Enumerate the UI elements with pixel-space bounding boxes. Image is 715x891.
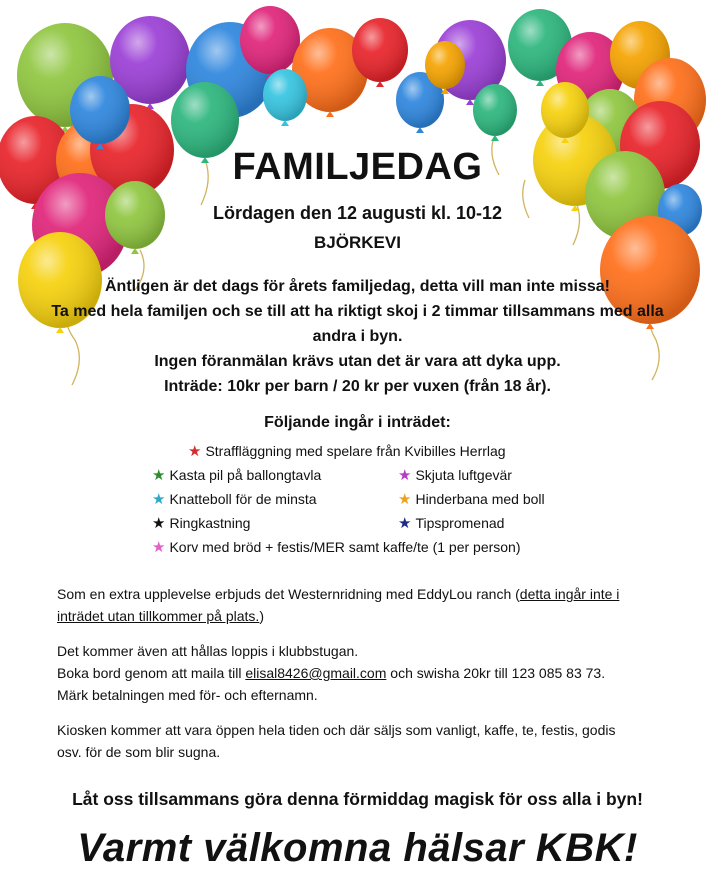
star-icon: ★	[188, 443, 202, 460]
balloon-knot	[466, 99, 474, 105]
star-icon: ★	[398, 467, 412, 484]
balloon-shine	[240, 6, 300, 74]
intro-line: Äntligen är det dags för årets familjedag, detta vill man inte missa!	[104, 278, 610, 295]
star-icon: ★	[398, 515, 412, 532]
balloon-knot	[326, 111, 334, 117]
western-paragraph: Som en extra upplevelse erbjuds det Westernridning med EddyLou ranch (detta ingår inte i inträdet utan tillkommer på plats.)	[57, 586, 620, 624]
balloon-knot	[491, 135, 499, 141]
included-item-label: Knatteboll för de minsta	[169, 491, 317, 507]
balloon-knot	[416, 127, 424, 133]
western-note: detta ingår inte i	[519, 586, 620, 602]
welcome-heading: Varmt välkomna hälsar KBK!	[77, 826, 638, 870]
intro-text	[20, 274, 695, 399]
page-title: FAMILJEDAG	[232, 146, 483, 188]
included-item-label: Ringkastning	[169, 515, 251, 531]
star-icon: ★	[152, 515, 166, 532]
email-link[interactable]: elisal8426@gmail.com	[245, 665, 387, 681]
included-item	[398, 490, 545, 508]
included-item-label: Kasta pil på ballongtavla	[169, 467, 322, 483]
included-item-label: Straffläggning med spelare från Kvibilles Herrlag	[205, 443, 506, 459]
balloon-knot	[536, 80, 544, 86]
event-location: BJÖRKEVI	[314, 233, 401, 252]
included-heading: Följande ingår i inträdet:	[264, 414, 451, 431]
balloon-knot	[281, 120, 289, 126]
intro-line: andra i byn.	[312, 328, 403, 345]
included-item	[152, 490, 317, 508]
balloon-shine	[541, 82, 589, 138]
intro-line: Ingen föranmälan krävs utan det är vara att dyka upp.	[154, 353, 561, 370]
balloon-shine	[352, 18, 408, 82]
included-item-label: Tipspromenad	[415, 515, 505, 531]
intro-line: Inträde: 10kr per barn / 20 kr per vuxen (från 18 år).	[164, 378, 551, 395]
included-item	[188, 442, 506, 460]
western-note: inträdet utan tillkommer på plats.	[57, 608, 260, 624]
event-date: Lördagen den 12 augusti kl. 10-12	[212, 203, 503, 223]
star-icon: ★	[152, 491, 166, 508]
star-icon: ★	[398, 491, 412, 508]
included-item-label: Korv med bröd + festis/MER samt kaffe/te (1 per person)	[169, 539, 521, 555]
intro-line: Ta med hela familjen och se till att ha riktigt skoj i 2 timmar tillsammans med alla	[51, 303, 664, 320]
kiosk-paragraph: Kiosken kommer att vara öppen hela tiden och där säljs som vanligt, kaffe, te, festis, godis osv. för de som blir sugna.	[57, 722, 616, 760]
included-item	[152, 514, 250, 532]
included-item	[152, 538, 521, 556]
balloon-knot	[376, 81, 384, 87]
balloon-shine	[70, 76, 130, 144]
closing-line: Låt oss tillsammans göra denna förmiddag magisk för oss alla i byn!	[72, 789, 643, 809]
included-item	[398, 514, 504, 532]
loppis-paragraph: Det kommer även att hållas loppis i klubbstugan. Boka bord genom att maila till elisal8426@gmail.com och swisha 20kr till 123 085 83 73. Märk betalningen med för- och efternamn.	[57, 643, 606, 703]
balloon-shine	[425, 41, 465, 89]
included-item	[152, 466, 321, 484]
star-icon: ★	[152, 467, 166, 484]
balloon-shine	[473, 84, 517, 136]
included-item	[398, 466, 512, 484]
included-item-label: Hinderbana med boll	[415, 491, 545, 507]
balloon-shine	[263, 69, 307, 121]
included-item-label: Skjuta luftgevär	[415, 467, 512, 483]
star-icon: ★	[152, 539, 166, 556]
